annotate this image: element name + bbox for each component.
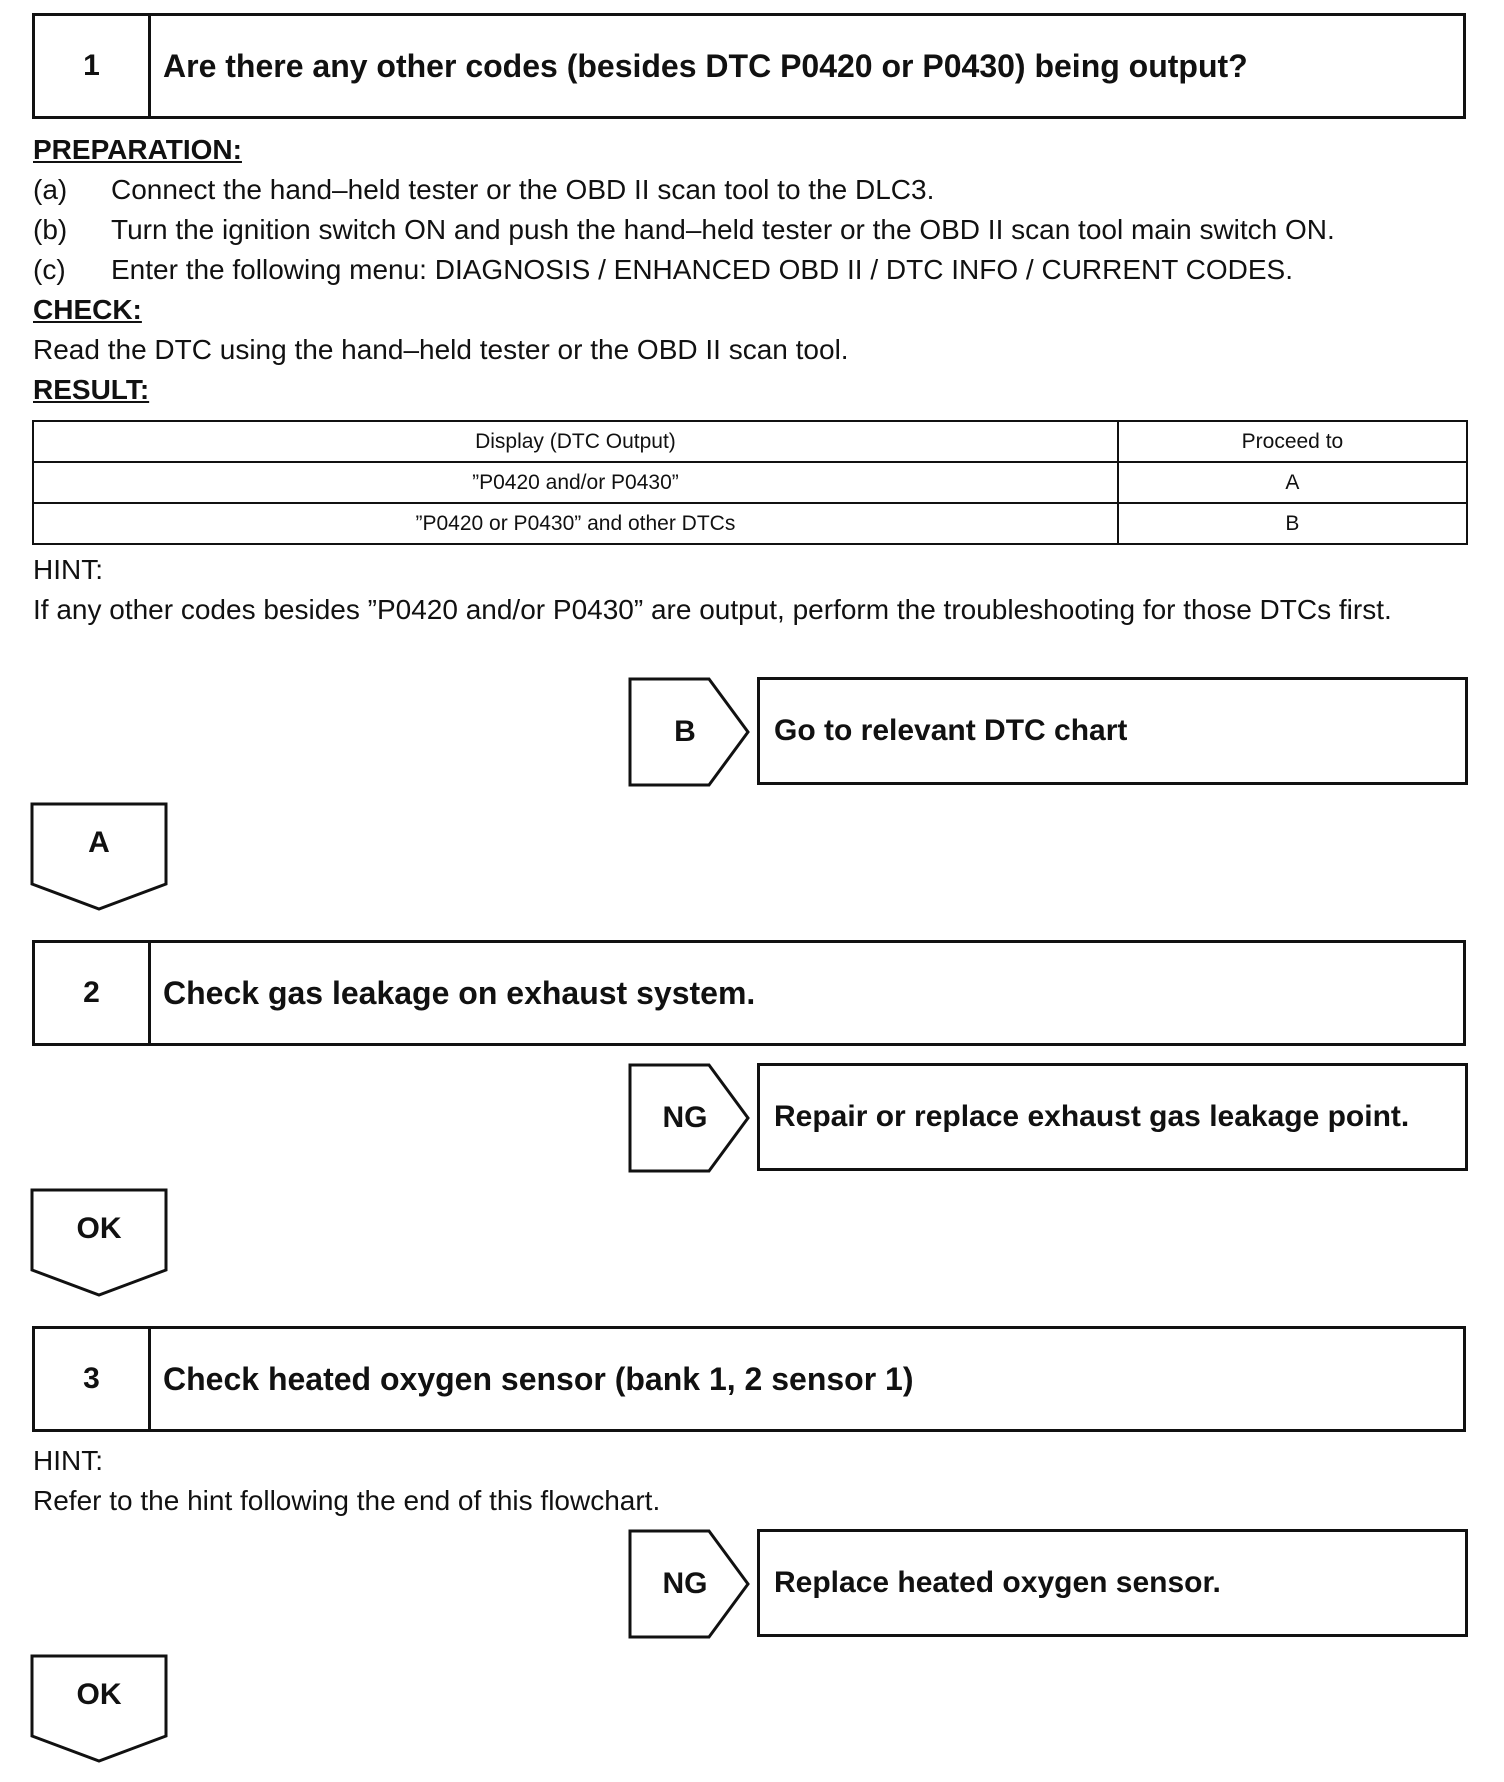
down-1-label: A: [88, 826, 110, 859]
table-header-row: [33, 421, 1467, 462]
check-text: Read the DTC using the hand–held tester or the OBD II scan tool.: [33, 334, 849, 365]
step-1-number: 1: [35, 16, 151, 116]
table-cell: ”P0420 or P0430” and other DTCs: [33, 503, 1118, 544]
branch-1-action-box: Go to relevant DTC chart: [757, 677, 1468, 785]
preparation-item-c: [33, 254, 1473, 288]
table-cell: ”P0420 and/or P0430”: [33, 462, 1118, 503]
hint-3-heading: HINT:: [33, 1445, 103, 1476]
table-row: [33, 503, 1467, 544]
item-text: Turn the ignition switch ON and push the hand–held tester or the OBD II scan tool main switch ON.: [111, 214, 1335, 245]
item-text: Enter the following menu: DIAGNOSIS / ENHANCED OBD II / DTC INFO / CURRENT CODES.: [111, 254, 1293, 285]
result-heading: RESULT:: [33, 374, 150, 405]
hint-1-text: If any other codes besides ”P0420 and/or P0430” are output, perform the troubleshooting for those DTCs first.: [33, 594, 1392, 625]
preparation-item-b: [33, 214, 1473, 248]
item-text: Connect the hand–held tester or the OBD II scan tool to the DLC3.: [111, 174, 935, 205]
column-header-proceed: Proceed to: [1118, 421, 1467, 462]
step-3-title: Check heated oxygen sensor (bank 1, 2 sensor 1): [163, 1360, 914, 1397]
table-cell: B: [1118, 503, 1467, 544]
item-label: (b): [33, 214, 68, 245]
down-3-label: OK: [76, 1678, 122, 1711]
step-3-box: [32, 1326, 1466, 1432]
step-2-number: 2: [35, 943, 151, 1043]
item-label: (a): [33, 174, 68, 205]
table-row: [33, 462, 1467, 503]
column-header-display: Display (DTC Output): [33, 421, 1118, 462]
hint-3-text: Refer to the hint following the end of this flowchart.: [33, 1485, 661, 1516]
branch-2-label: NG: [662, 1101, 708, 1134]
step-3-number: 3: [35, 1329, 151, 1429]
hint-1-heading: HINT:: [33, 554, 103, 585]
step-1-title: Are there any other codes (besides DTC P0420 or P0430) being output?: [163, 47, 1248, 84]
result-table: [32, 420, 1468, 545]
down-2-label: OK: [76, 1212, 122, 1245]
step-2-box: [32, 940, 1466, 1046]
preparation-heading: PREPARATION:: [33, 134, 242, 165]
branch-2-action-box: Repair or replace exhaust gas leakage point.: [757, 1063, 1468, 1171]
table-cell: A: [1118, 462, 1467, 503]
preparation-item-a: [33, 174, 1473, 208]
branch-3-action-box: Replace heated oxygen sensor.: [757, 1529, 1468, 1637]
branch-3-label: NG: [662, 1567, 708, 1600]
item-label: (c): [33, 254, 66, 285]
check-heading: CHECK:: [33, 294, 142, 325]
step-1-box: [32, 13, 1466, 119]
step-2-title: Check gas leakage on exhaust system.: [163, 974, 756, 1011]
branch-1-label: B: [674, 715, 696, 748]
